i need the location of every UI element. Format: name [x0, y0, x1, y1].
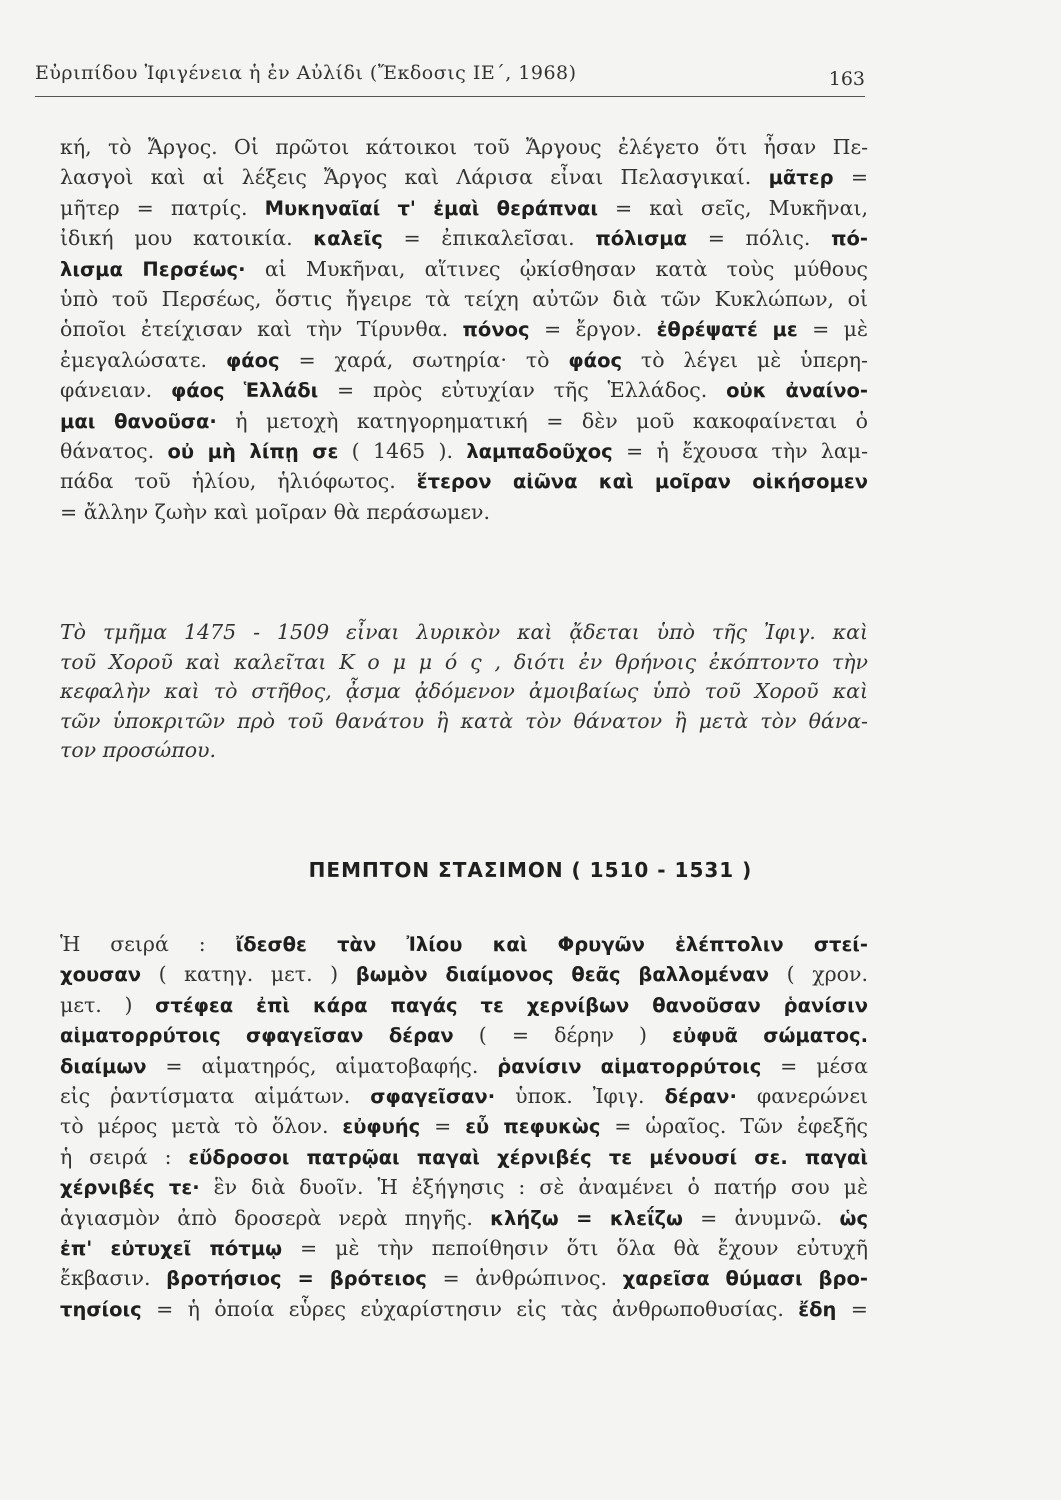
running-title: Εὐριπίδου Ἰφιγένεια ἡ ἐν Αὐλίδι (Ἔκδοσις ΙΕ΄, 1968) — [35, 62, 577, 84]
lemma: ἐθρέψατέ με — [656, 318, 798, 342]
section-heading: ΠΕΜΠΤΟΝ ΣΤΑΣΙΜΟΝ ( 1510 - 1531 ) — [308, 858, 753, 882]
lemma: εὐφυᾶ σώματος. — [672, 1024, 868, 1048]
gloss: φανερώνει — [736, 1083, 869, 1108]
lemma: Μυκηναῖαί τ' ἐμαὶ θεράπναι — [264, 196, 598, 220]
commentary-line: Τὸ τμῆμα 1475 - 1509 εἶναι λυρικὸν καὶ ᾄδεται ὑπὸ τῆς Ἰφιγ. καὶ — [60, 620, 868, 644]
gloss: = μὲ τὴν πεποίθησιν ὅτι ὅλα θὰ ἔχουν εὐτυχῆ — [282, 1235, 868, 1260]
gloss: ἐμεγαλώσατε. — [60, 347, 226, 372]
lemma: βροτήσιος = βρότειος — [166, 1267, 427, 1291]
text-line — [60, 929, 868, 959]
gloss: = καὶ σεῖς, Μυκῆναι, — [598, 195, 869, 220]
text-line — [60, 406, 868, 436]
lemma: μᾶτερ — [768, 166, 834, 190]
lemma: δέραν· — [664, 1084, 737, 1108]
gloss: = — [836, 1296, 868, 1321]
gloss: αἱ Μυκῆναι, αἵτινες ᾠκίσθησαν κατὰ τοὺς μύθους — [245, 256, 869, 281]
gloss: = ἄλλην ζωὴν καὶ μοῖραν θὰ περάσωμεν. — [60, 499, 490, 524]
gloss: ἓν διὰ δυοῖν. Ἡ ἐξήγησις : σὲ ἀναμένει ὁ πατήρ σου μὲ — [199, 1175, 868, 1200]
text-line — [60, 1203, 868, 1233]
gloss: = ἀνθρώπινος. — [426, 1266, 623, 1291]
gloss: = μέσα — [761, 1053, 868, 1078]
text-line — [60, 1142, 868, 1172]
gloss: ὑπὸ τοῦ Περσέως, ὅστις ἤγειρε τὰ τείχη αὐτῶν διὰ τῶν Κυκλώπων, οἱ — [60, 286, 868, 311]
text-line — [60, 162, 868, 192]
page-number: 163 — [828, 68, 865, 90]
text-line — [60, 1294, 868, 1324]
lemma: χουσαν — [60, 963, 142, 987]
text-line — [60, 314, 868, 344]
lemma: ῥανίσιν αἱματορρύτοις — [497, 1054, 762, 1078]
text-line — [60, 1051, 868, 1081]
gloss: πάδα τοῦ ἡλίου, ἡλιόφωτος. — [60, 469, 417, 494]
gloss: Ἡ σειρά : — [60, 932, 236, 956]
gloss: θάνατος. — [60, 438, 168, 463]
lemma: χαρεῖσα θύμασι βρο- — [622, 1267, 868, 1291]
gloss: ( = δέρην ) — [453, 1023, 673, 1048]
gloss: = ἐπικαλεῖσαι. — [382, 226, 596, 251]
commentary-line: τον προσώπου. — [60, 738, 217, 762]
gloss: = ἡ ἔχουσα τὴν λαμ- — [612, 438, 868, 463]
lemma: βωμὸν διαίμονος θεᾶς βαλλομέναν — [355, 963, 770, 987]
lemma: ἔδη — [798, 1297, 837, 1321]
lemma: πόνος — [462, 318, 530, 342]
commentary-line: τοῦ Χοροῦ καὶ καλεῖται Κ ο μ μ ό ς , διότι ἐν θρήνοις ἐκόπτοντο τὴν — [60, 649, 868, 674]
lemma: σφαγεῖσαν· — [370, 1084, 496, 1108]
notes-paragraph — [60, 132, 868, 527]
gloss: εἰς ῥαντίσματα αἱμάτων. — [60, 1083, 371, 1108]
text-line — [60, 223, 868, 253]
gloss: = ἡ ὁποία εὗρες εὐχαρίστησιν εἰς τὰς ἀνθρωποθυσίας. — [141, 1296, 799, 1321]
lemma: μαι θανοῦσα· — [60, 409, 217, 433]
lemma: πό- — [831, 227, 868, 251]
text-line — [60, 375, 868, 405]
lemma: λαμπαδοῦχος — [466, 439, 613, 463]
commentary-line: τῶν ὑποκριτῶν πρὸ τοῦ θανάτου ἢ κατὰ τὸν θάνατον ἢ μετὰ τὸν θάνα- — [60, 708, 868, 733]
gloss: ἁγιασμὸν ἀπὸ δροσερὰ νερὰ πηγῆς. — [60, 1205, 491, 1230]
lemma: χέρνιβές τε· — [60, 1176, 200, 1200]
gloss: ἔκβασιν. — [60, 1266, 167, 1291]
gloss: λασγοὶ καὶ αἱ λέξεις Ἄργος καὶ Λάρισα εἶναι Πελασγικαί. — [60, 165, 769, 190]
text-line — [60, 959, 868, 989]
gloss: ( χρον. — [769, 962, 868, 987]
text-line — [60, 1020, 868, 1050]
commentary-paragraph — [60, 618, 868, 766]
lemma: καλεῖς — [313, 227, 383, 251]
gloss: ( κατηγ. μετ. ) — [141, 962, 356, 987]
gloss: = πρὸς εὐτυχίαν τῆς Ἑλλάδος. — [318, 378, 727, 403]
gloss: τὸ λέγει μὲ ὑπερη- — [622, 347, 868, 372]
text-line — [60, 436, 868, 466]
lemma: εὐφυής — [342, 1115, 421, 1139]
gloss: ( 1465 ). — [338, 438, 467, 463]
text-line — [60, 466, 868, 496]
lemma: ἕτερον αἰῶνα καὶ μοῖραν οἰκήσομεν — [416, 470, 868, 494]
gloss: = ἔργον. — [529, 317, 657, 342]
text-line — [60, 1263, 868, 1293]
lemma: φάος — [568, 348, 623, 372]
stasimon-paragraph — [60, 929, 868, 1324]
text-line — [60, 345, 868, 375]
lemma: διαίμων — [60, 1054, 147, 1078]
lemma: πόλισμα — [595, 227, 688, 251]
gloss: κή, τὸ Ἄργος. Οἱ πρῶτοι κάτοικοι τοῦ Ἄργους ἐλέγετο ὅτι ἦσαν Πε- — [60, 135, 868, 159]
lemma: εὔδροσοι πατρῷαι παγαὶ χέρνιβές τε μένουσί σε. παγαὶ — [188, 1145, 868, 1169]
gloss: = — [420, 1114, 466, 1139]
text-line — [60, 1081, 868, 1111]
lemma: αἱματορρύτοις σφαγεῖσαν δέραν — [60, 1024, 454, 1048]
gloss: = — [833, 165, 868, 190]
lemma: οὐ μὴ λίπῃ σε — [167, 439, 339, 463]
page-header — [35, 62, 865, 97]
commentary-line: κεφαλὴν καὶ τὸ στῆθος, ᾆσμα ᾀδόμενον ἀμοιβαίως ὑπὸ τοῦ Χοροῦ καὶ — [60, 679, 868, 703]
text-line — [60, 284, 868, 314]
gloss: φάνειαν. — [60, 378, 171, 403]
lemma: ὡς — [839, 1206, 869, 1230]
gloss: ἡ μετοχὴ κατηγορηματική = δὲν μοῦ κακοφαίνεται ὁ — [216, 408, 868, 433]
lemma: φάος — [225, 348, 280, 372]
gloss: = μὲ — [797, 317, 868, 342]
gloss: ὁποῖοι ἐτείχισαν καὶ τὴν Τίρυνθα. — [60, 317, 463, 342]
lemma: στέφεα ἐπὶ κάρα παγάς τε χερνίβων θανοῦσαν ῥανίσιν — [155, 993, 868, 1017]
gloss: = αἱματηρός, αἱματοβαφής. — [146, 1053, 498, 1078]
lemma: τησίοις — [60, 1297, 142, 1321]
lemma: εὖ πεφυκὼς — [465, 1115, 601, 1139]
gloss: = χαρά, σωτηρία· τὸ — [279, 347, 569, 372]
text-line — [60, 254, 868, 284]
gloss: ὑποκ. Ἰφιγ. — [495, 1083, 665, 1108]
gloss: μῆτερ = πατρίς. — [60, 195, 265, 220]
gloss: μετ. ) — [60, 992, 156, 1017]
lemma: ἐπ' εὐτυχεῖ πότμῳ — [60, 1236, 283, 1260]
text-line — [60, 990, 868, 1020]
lemma: κλήζω = κλεΐζω — [490, 1206, 684, 1230]
text-line — [60, 1172, 868, 1202]
text-line — [60, 193, 868, 223]
gloss: ἡ σειρά : — [60, 1144, 189, 1169]
lemma: φάος Ἑλλάδι — [170, 379, 319, 403]
lemma: ἴδεσθε τὰν Ἰλίου καὶ Φρυγῶν ἑλέπτολιν στεί- — [235, 933, 868, 956]
text-line — [60, 132, 868, 162]
text-line — [60, 1111, 868, 1141]
lemma: οὐκ ἀναίνο- — [726, 379, 869, 403]
gloss: = ἀνυμνῶ. — [683, 1205, 840, 1230]
gloss: = πόλις. — [687, 226, 832, 251]
gloss: ἰδική μου κατοικία. — [60, 226, 314, 251]
gloss: τὸ μέρος μετὰ τὸ ὅλον. — [60, 1114, 343, 1139]
gloss: = ὡραῖος. Τῶν ἐφεξῆς — [600, 1114, 868, 1139]
text-line — [60, 1233, 868, 1263]
text-line — [60, 497, 868, 527]
lemma: λισμα Περσέως· — [60, 257, 246, 281]
